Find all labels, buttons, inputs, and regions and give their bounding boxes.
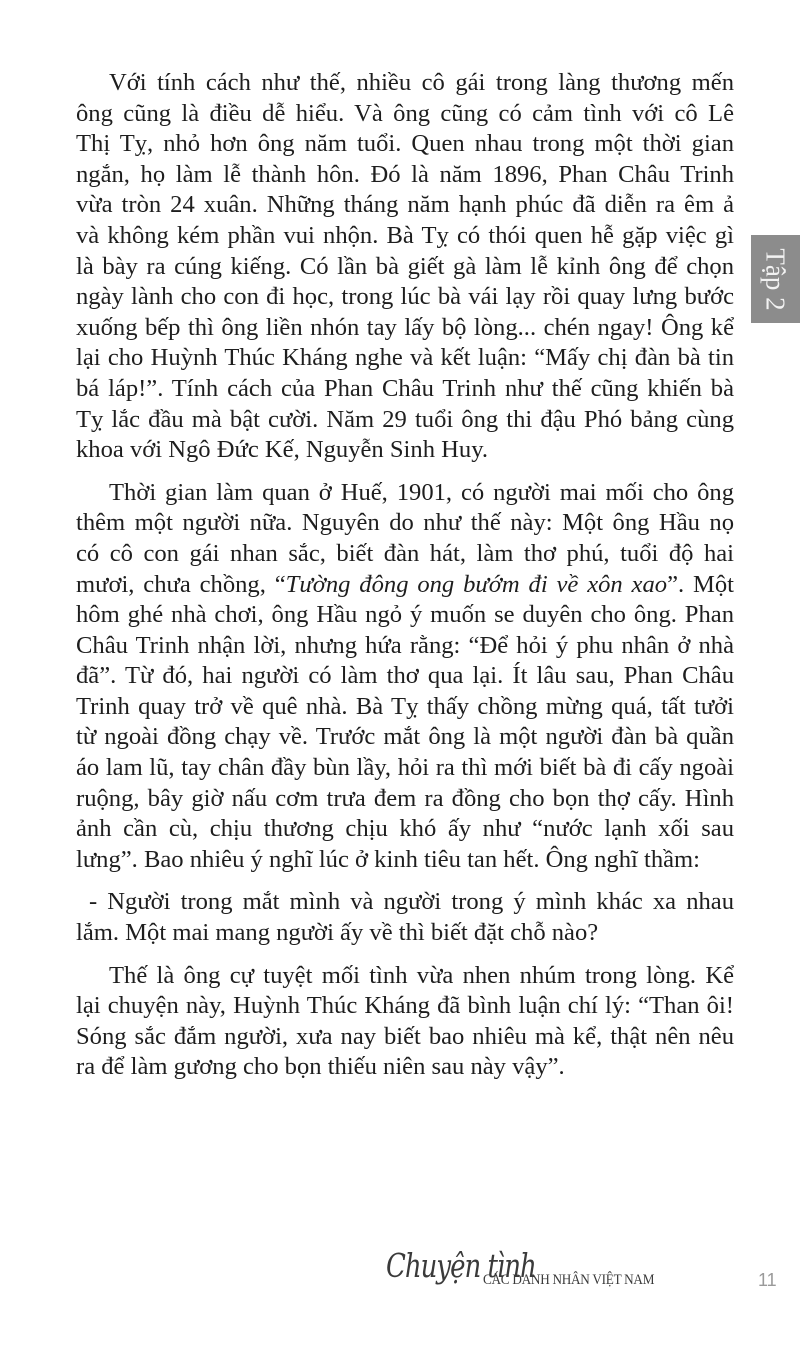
text-line: - Người trong mắt mình và người trong ý mình khác xa nhau <box>89 888 734 916</box>
text-line: Sóng sắc đắm người, xưa nay biết bao nhiêu mà kể, thật nên nêu <box>76 1022 734 1050</box>
italic-poem-quote: Tường đông ong bướm đi về xôn xao <box>285 570 668 598</box>
paragraph-4 <box>76 961 734 1083</box>
text-line: đã”. Từ đó, hai người có làm thơ qua lại. Ít lâu sau, Phan Châu <box>76 662 734 690</box>
page-body-text <box>76 68 734 1095</box>
text-line: khoa với Ngô Đức Kế, Nguyễn Sinh Huy. <box>76 436 489 464</box>
paragraph-2 <box>76 478 734 876</box>
text-line: ruộng, bây giờ nấu cơm trưa đem ra đồng cho bọn thợ cấy. Hình <box>76 784 734 812</box>
volume-tab-label: Tập 2 <box>761 247 792 311</box>
paragraph-3-dialogue <box>76 887 734 948</box>
text-line-with-quote <box>76 570 734 601</box>
text-line: ra để làm gương cho bọn thiếu niên sau này vậy”. <box>76 1053 565 1081</box>
text-line: lại chuyện này, Huỳnh Thúc Kháng đã bình luận chí lý: “Than ôi! <box>76 992 734 1020</box>
text-line: ngày lành cho con đi học, trong lúc bà vái lạy rồi quay lưng bước <box>76 283 734 311</box>
text-line: là bày ra cúng kiếng. Có lần bà giết gà làm lễ kỉnh ông để chọn <box>76 252 734 280</box>
text-line: xuống bếp thì ông liền nhón tay lấy bộ lòng... chén ngay! Ông kể <box>76 313 734 341</box>
text-line: từ ngoài đồng chạy về. Trước mắt ông là một người đàn bà quần <box>76 723 734 751</box>
text-line: bá láp!”. Tính cách của Phan Châu Trinh như thế cũng khiến bà <box>76 374 734 402</box>
page-number: 11 <box>758 1270 777 1290</box>
text-line: ông cũng là điều dễ hiểu. Và ông cũng có cảm tình với cô Lê <box>76 99 734 127</box>
text-line: có cô con gái nhan sắc, biết đàn hát, làm thơ phú, tuổi độ hai <box>76 539 734 567</box>
text-line: Tỵ lắc đầu mà bật cười. Năm 29 tuổi ông thi đậu Phó bảng cùng <box>76 405 734 433</box>
text-line: và không kém phần vui nhộn. Bà Tỵ có thói quen hễ gặp việc gì <box>76 221 734 249</box>
text-line: ngắn, họ làm lễ thành hôn. Đó là năm 1896, Phan Châu Trinh <box>76 160 734 188</box>
text-line: lắm. Một mai mang người ấy về thì biết đặt chỗ nào? <box>76 919 599 947</box>
text-line: Thị Tỵ, nhỏ hơn ông năm tuổi. Quen nhau trong một thời gian <box>76 130 734 158</box>
text-line: Trinh quay trở về quê nhà. Bà Tỵ thấy chồng mừng quá, tất tưởi <box>76 692 734 720</box>
text-line: ảnh cần cù, chịu thương chịu khó ấy như “nước lạnh xối sau <box>76 815 734 843</box>
text-line: Châu Trinh nhận lời, nhưng hứa rằng: “Để hỏi ý phu nhân ở nhà <box>76 631 734 659</box>
page-footer <box>380 1248 777 1308</box>
text-line: Với tính cách như thế, nhiều cô gái trong làng thương mến <box>109 69 734 96</box>
text-segment: mươi, chưa chồng, “ <box>76 570 286 598</box>
text-line: thêm một người nữa. Nguyên do như thế này: Một ông Hầu nọ <box>76 509 734 537</box>
text-line: áo lam lũ, tay chân đầy bùn lầy, hỏi ra thì mới biết bà đi cấy ngoài <box>76 754 734 782</box>
text-line: lại cho Huỳnh Thúc Kháng nghe và kết luận: “Mấy chị đàn bà tin <box>76 344 734 372</box>
text-line: vừa tròn 24 xuân. Những tháng năm hạnh phúc đã diễn ra êm ả <box>76 191 734 219</box>
footer-script-title: Chuyện tình <box>386 1248 536 1286</box>
text-line: hôm ghé nhà chơi, ông Hầu ngỏ ý muốn se duyên cho ông. Phan <box>76 601 734 629</box>
text-line: lưng”. Bao nhiêu ý nghĩ lúc ở kinh tiêu tan hết. Ông nghĩ thầm: <box>76 845 701 873</box>
text-segment: ”. Một <box>667 570 734 598</box>
text-line: Thời gian làm quan ở Huế, 1901, có người mai mối cho ông <box>109 478 734 506</box>
volume-tab <box>751 235 800 323</box>
footer-series-title: CÁC DANH NHÂN VIỆT NAM <box>483 1272 655 1288</box>
text-line: Thế là ông cự tuyệt mối tình vừa nhen nhúm trong lòng. Kể <box>109 961 734 989</box>
paragraph-1 <box>76 68 734 466</box>
